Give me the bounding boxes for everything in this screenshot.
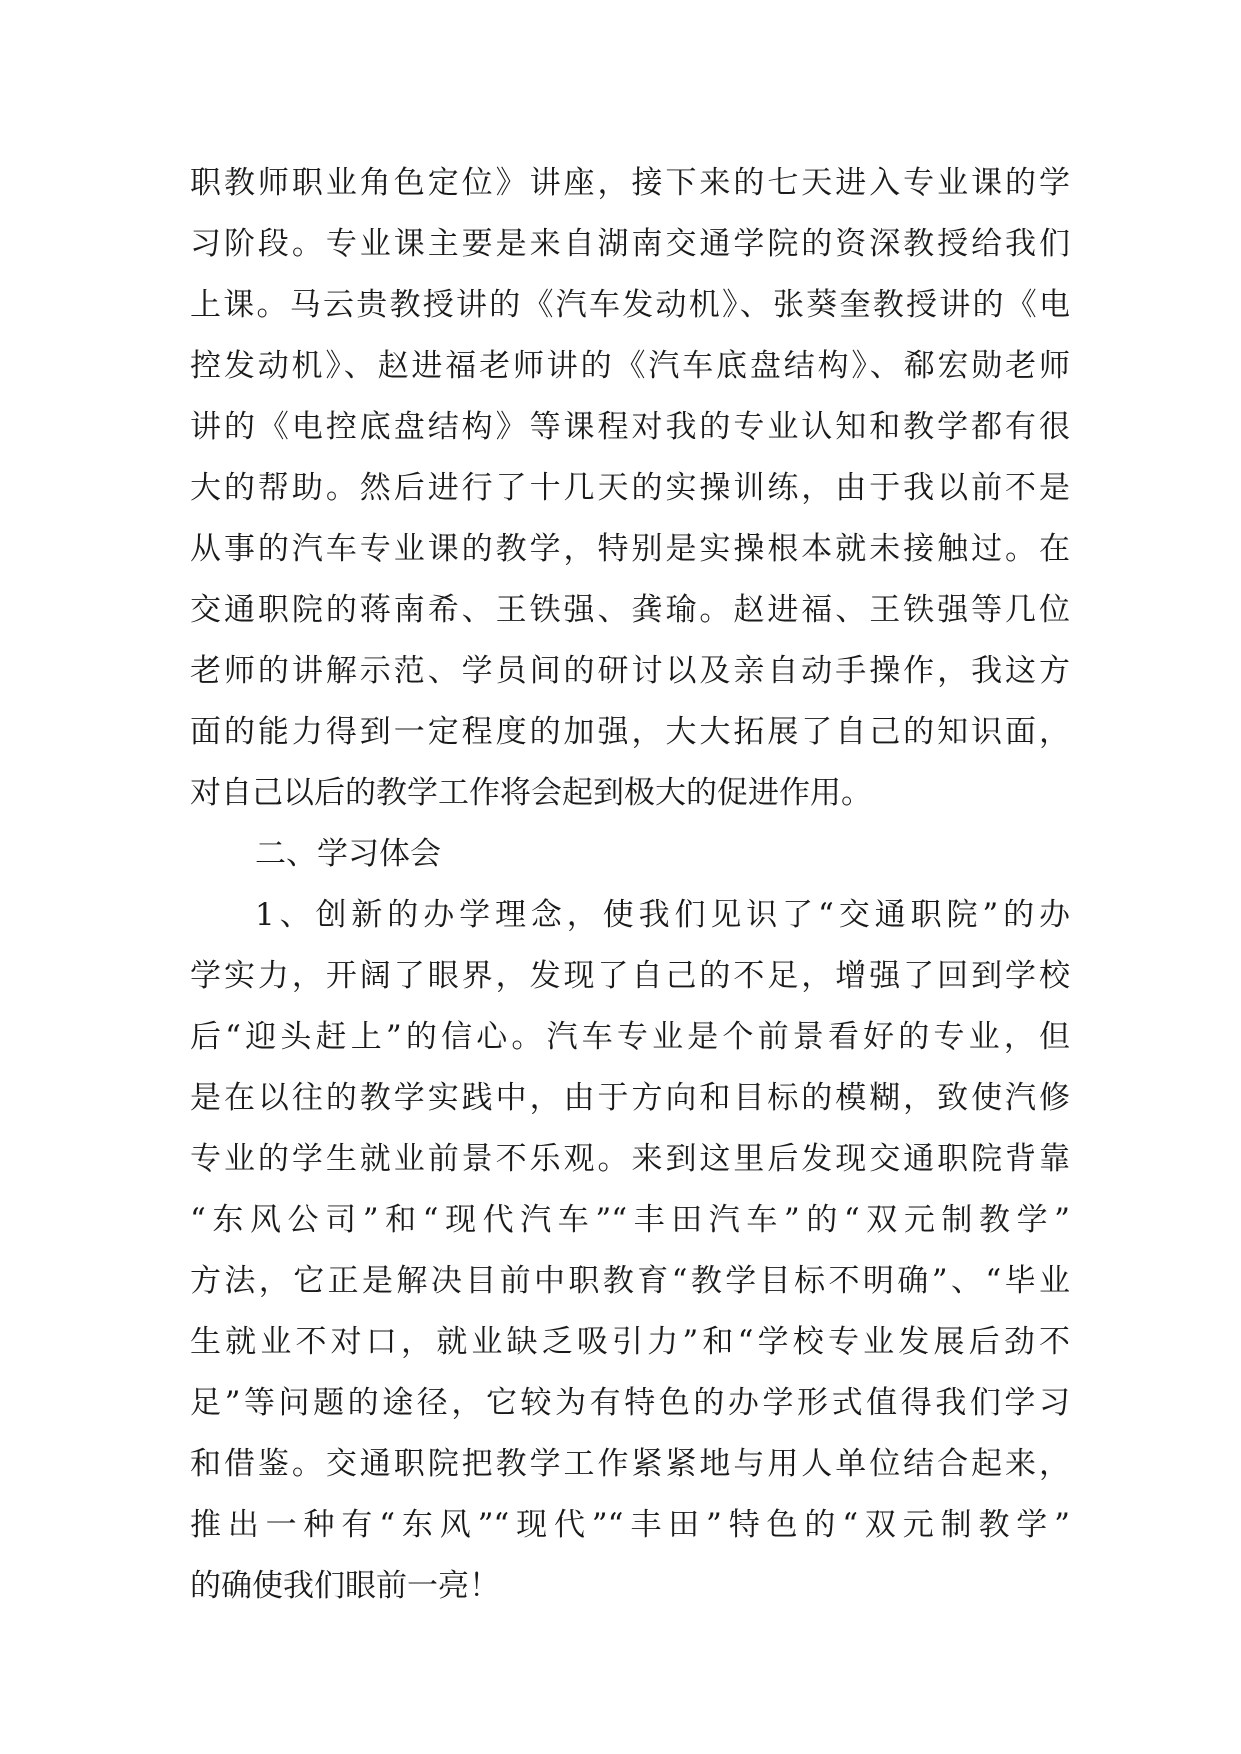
text-line: 是在以往的教学实践中，由于方向和目标的模糊，致使汽修	[190, 1080, 1070, 1116]
text-line: 老师的讲解示范、学员间的研讨以及亲自动手操作，我这方	[190, 653, 1070, 689]
text-line: 控发动机》、赵进福老师讲的《汽车底盘结构》、郗宏勋老师	[190, 348, 1070, 384]
text-line: 足”等问题的途径，它较为有特色的办学形式值得我们学习	[190, 1385, 1070, 1421]
text-line: “东风公司”和“现代汽车”“丰田汽车”的“双元制教学”	[190, 1202, 1070, 1238]
text-line: 生就业不对口，就业缺乏吸引力”和“学校专业发展后劲不	[190, 1324, 1070, 1360]
text-line: 面的能力得到一定程度的加强，大大拓展了自己的知识面，	[190, 714, 1070, 750]
text-line: 学实力，开阔了眼界，发现了自己的不足，增强了回到学校	[190, 958, 1070, 994]
section-heading: 二、学习体会	[255, 836, 441, 872]
text-line: 大的帮助。然后进行了十几天的实操训练，由于我以前不是	[190, 470, 1070, 506]
text-line: 对自己以后的教学工作将会起到极大的促进作用。	[190, 775, 872, 811]
text-line: 从事的汽车专业课的教学，特别是实操根本就未接触过。在	[190, 531, 1070, 567]
text-line: 专业的学生就业前景不乐观。来到这里后发现交通职院背靠	[190, 1141, 1070, 1177]
text-line: 方法，它正是解决目前中职教育“教学目标不明确”、“毕业	[190, 1263, 1070, 1299]
text-line: 推出一种有“东风”“现代”“丰田”特色的“双元制教学”	[190, 1507, 1070, 1543]
text-line: 讲的《电控底盘结构》等课程对我的专业认知和教学都有很	[190, 409, 1070, 445]
text-line: 习阶段。专业课主要是来自湖南交通学院的资深教授给我们	[190, 226, 1070, 262]
text-line: 后“迎头赶上”的信心。汽车专业是个前景看好的专业，但	[190, 1019, 1070, 1055]
text-line: 1、创新的办学理念，使我们见识了“交通职院”的办	[255, 897, 1070, 933]
text-line: 交通职院的蒋南希、王铁强、龚瑜。赵进福、王铁强等几位	[190, 592, 1070, 628]
text-line: 上课。马云贵教授讲的《汽车发动机》、张葵奎教授讲的《电	[190, 287, 1070, 323]
text-line: 职教师职业角色定位》讲座，接下来的七天进入专业课的学	[190, 165, 1070, 201]
text-line: 的确使我们眼前一亮！	[190, 1568, 500, 1604]
text-line: 和借鉴。交通职院把教学工作紧紧地与用人单位结合起来，	[190, 1446, 1070, 1482]
